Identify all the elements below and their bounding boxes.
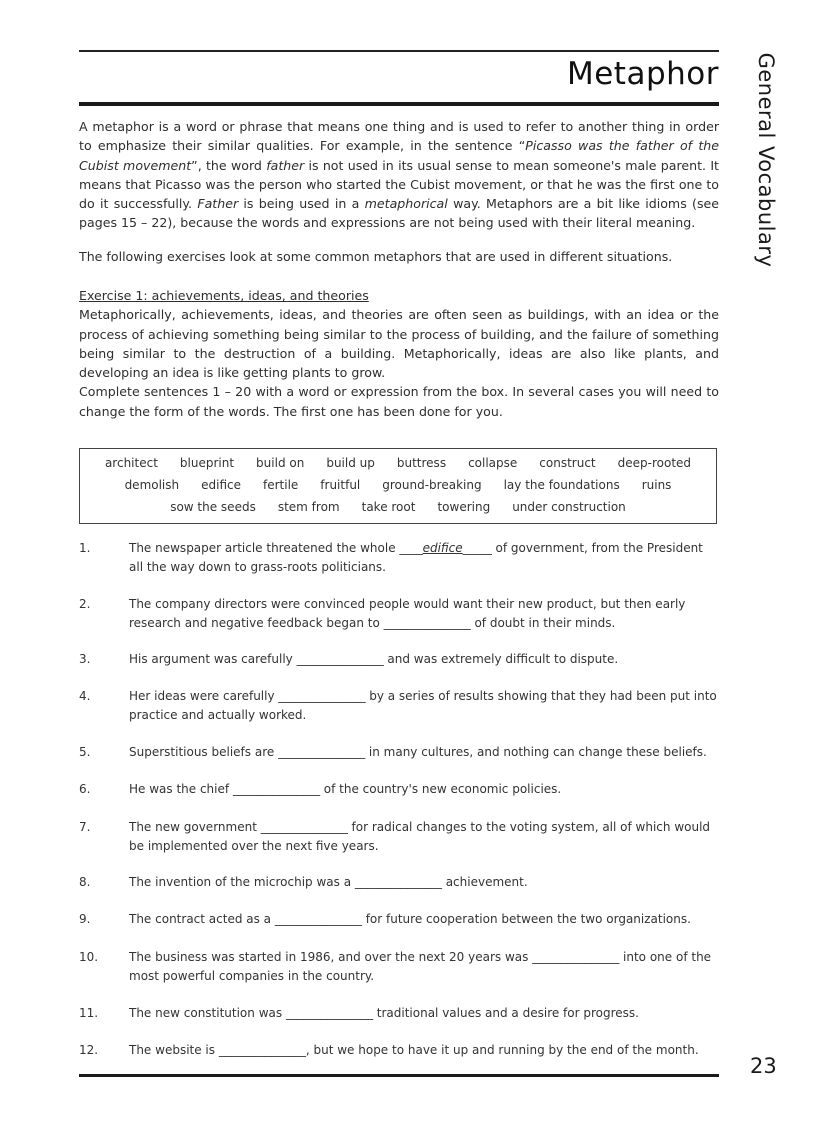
word-option: demolish (124, 478, 180, 492)
page-number: 23 (750, 1054, 777, 1078)
word-option: blueprint (179, 456, 235, 470)
question-text: Her ideas were carefully _______________ by a series of results showing that they had been put into practice and actually worked. (129, 689, 717, 722)
answer-blank[interactable]: _______________ (232, 782, 320, 796)
question-text: The invention of the microchip was a _______________ achievement. (129, 875, 528, 889)
question-text: The company directors were convinced people would want their new product, but then early research and negative feedback began to _______________ of doubt in their minds. (129, 597, 686, 630)
answer-blank[interactable]: _______________ (260, 820, 348, 834)
question-number: 6. (79, 782, 91, 796)
word-option: lay the foundations (503, 478, 620, 492)
question-text: The business was started in 1986, and over the next 20 years was _______________ into one of the most powerful companies in the country. (129, 950, 712, 983)
answer-blank[interactable]: _______________ (383, 615, 471, 630)
word-option: take root (361, 500, 416, 514)
question-number: 7. (79, 820, 91, 834)
word-option: fruitful (320, 478, 361, 492)
question-number: 1. (79, 541, 91, 555)
intro-followup: The following exercises look at some common metaphors that are used in different situations. (79, 249, 673, 264)
answer-blank[interactable]: _______________ (218, 1043, 306, 1057)
word-option: ground-breaking (382, 478, 482, 492)
word-option: collapse (468, 456, 518, 470)
word-option: stem from (277, 500, 340, 514)
answer-blank[interactable]: _______________ (285, 1006, 373, 1020)
word-option: ruins (641, 478, 672, 492)
top-rule (79, 50, 719, 52)
question-text: The new government _______________ for radical changes to the voting system, all of which would be implemented over the next five years. (129, 820, 711, 853)
word-box-row-3 (80, 500, 716, 514)
sample-answer: edifice (422, 541, 463, 555)
word-option: sow the seeds (170, 500, 256, 514)
word-box-row-2 (80, 478, 716, 492)
exercise-description: Metaphorically, achievements, ideas, and theories are often seen as buildings, with an idea or the process of achieving something being similar to the process of building, and the failure of something being similar to the destruction of a building. Metaphorically, ideas are also like plants, and developing an idea is like getting plants to grow. (79, 307, 719, 381)
title-rule (79, 102, 719, 106)
answer-blank[interactable]: _______________ (278, 745, 366, 759)
question-number: 10. (79, 950, 99, 964)
section-side-label: General Vocabulary (754, 52, 778, 268)
word-option: construct (539, 456, 596, 470)
word-option: under construction (512, 500, 626, 514)
word-option: architect (104, 456, 158, 470)
question-text: Superstitious beliefs are _______________ in many cultures, and nothing can change these beliefs. (129, 745, 707, 759)
question-number: 4. (79, 689, 91, 703)
question-text: The new constitution was _______________ traditional values and a desire for progress. (129, 1006, 639, 1020)
answer-blank[interactable]: _______________ (278, 689, 366, 703)
question-number: 3. (79, 652, 91, 666)
question-number: 5. (79, 745, 91, 759)
word-option: build on (256, 456, 305, 470)
exercise-instructions: Complete sentences 1 – 20 with a word or expression from the box. In several cases you will need to change the form of the words. The first one has been done for you. (79, 384, 719, 419)
question-number: 2. (79, 597, 91, 611)
word-option: build up (326, 456, 375, 470)
word-box (79, 448, 717, 524)
question-number: 9. (79, 912, 91, 926)
answer-blank[interactable]: _______________ (296, 652, 384, 666)
exercise-block (79, 286, 719, 421)
word-option: towering (437, 500, 491, 514)
question-text: The website is _______________, but we hope to have it up and running by the end of the month. (129, 1043, 699, 1057)
word-option: buttress (396, 456, 447, 470)
answer-blank[interactable]: _______________ (274, 912, 362, 926)
question-number: 8. (79, 875, 91, 889)
question-text: His argument was carefully _______________ and was extremely difficult to dispute. (129, 652, 619, 666)
question-text: The contract acted as a _______________ for future cooperation between the two organizations. (129, 912, 691, 926)
word-box-row-1 (80, 456, 716, 470)
question-text: The newspaper article threatened the whole ____edifice_____ of government, from the President all the way down to grass-roots politicians. (129, 541, 703, 574)
bottom-rule (79, 1074, 719, 1077)
exercise-heading: Exercise 1: achievements, ideas, and theories (79, 288, 369, 303)
page-title: Metaphor (566, 56, 719, 92)
word-option: edifice (201, 478, 241, 492)
question-text: He was the chief _______________ of the country's new economic policies. (129, 782, 562, 796)
answer-blank[interactable]: _______________ (532, 950, 620, 964)
intro-paragraph: A metaphor is a word or phrase that means one thing and is used to refer to another thing in order to emphasize their similar qualities. For example, in the sentence “Picasso was the father of the Cubist movement”, the word father is not used in its usual sense to mean someone's male parent. It means that Picasso was the person who started the Cubist movement, or that he was the first one to do it successfully. Father is being used in a metaphorical way. Metaphors are a bit like idioms (see pages 15 – 22), because the words and expressions are not being used with their literal meaning. (79, 119, 720, 231)
word-option: fertile (263, 478, 299, 492)
word-option: deep-rooted (617, 456, 692, 470)
question-number: 12. (79, 1043, 99, 1057)
question-number: 11. (79, 1006, 99, 1020)
answer-blank[interactable]: _______________ (354, 875, 442, 889)
